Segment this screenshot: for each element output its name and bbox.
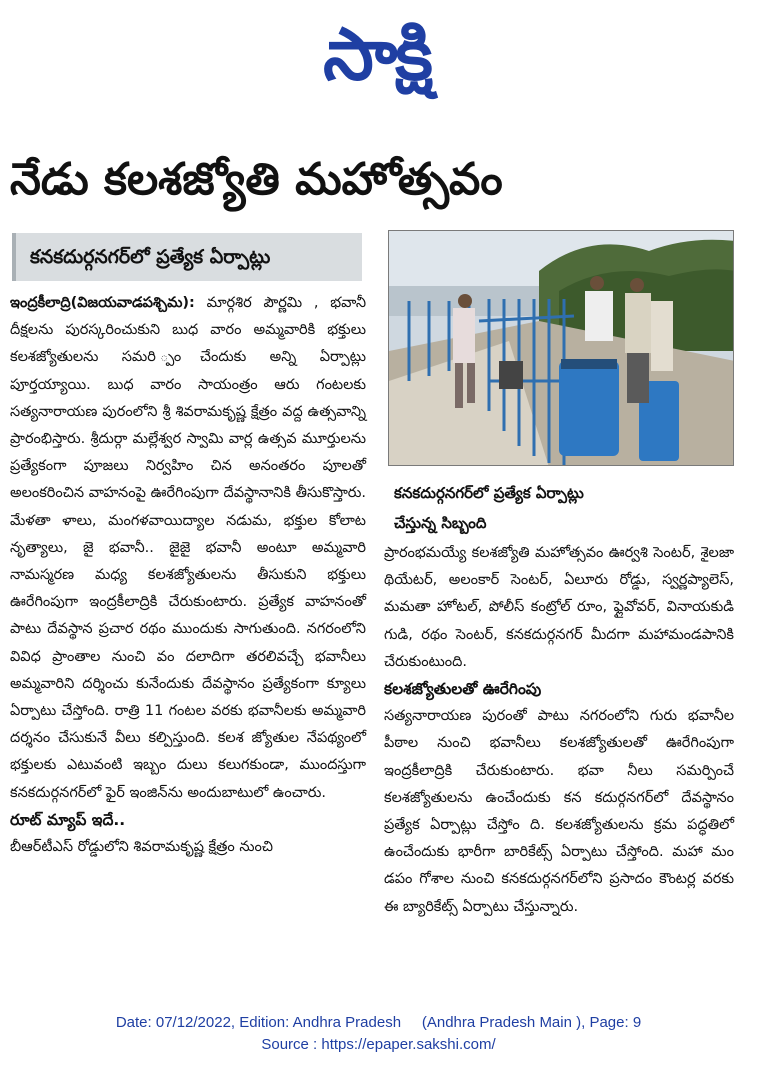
- photo-caption-line-2: చేస్తున్న సిబ్బంది: [394, 514, 487, 532]
- procession-heading: కలశజ్యోతులతో ఊరేగింపు: [384, 680, 542, 699]
- subheadline: కనకదుర్గనగర్‌లో ప్రత్యేక ఏర్పాట్లు: [30, 246, 271, 268]
- headline: నేడు కలశజ్యోతి మహోత్సవం: [10, 154, 503, 205]
- footer: [0, 1012, 757, 1056]
- left-paragraph-2: బీఆర్‌టీఎస్ రోడ్డులోని శివరామకృష్ణ క్షేత్రం నుంచి: [10, 839, 273, 856]
- photo-caption-line-1: కనకదుర్గనగర్‌లో ప్రత్యేక ఏర్పాట్లు: [394, 484, 584, 502]
- logo-text: సాక్షి: [323, 12, 431, 96]
- photo-caption: [394, 478, 734, 538]
- footer-edition-info: Date: 07/12/2022, Edition: Andhra Pradesh (Andhra Pradesh Main ), Page: 9: [115, 1014, 642, 1031]
- article-left-column: [10, 290, 366, 861]
- right-paragraph-1: ప్రారంభమయ్యే కలశజ్యోతి మహోత్సవం ఊర్వశి సెంటర్, శైలజా థియేటర్, అలంకార్ సెంటర్, ఏలూరు రోడ్డు, స్వర్ణప్యాలెస్, మమతా హోటల్, పోలీస్ కంట్రోల్ రూం, ఫ్లైవోవర్, వినాయకుడి గుడి, రథం సెంటర్, కనకదుర్గనగర్ మీదగా మహామండపానికి చేరుకుంటుంది.: [384, 545, 734, 670]
- article-photo: [388, 230, 734, 466]
- article-right-column: [384, 540, 734, 921]
- left-paragraph-1: [10, 290, 366, 807]
- staff-arranging-barricades-photo: [389, 231, 734, 466]
- subheadline-box: [12, 233, 362, 281]
- right-paragraph-2: సత్యనారాయణ పురంతో పాటు నగరంలోని గురు భవానీల పీఠాల నుంచి భవానీలు కలశజ్యోతులతో ఊరేగింపుగా ఇంద్రకీలాద్రికి చేరుకుంటారు. భవా నీలు సమర్పించే కలశజ్యోతులను ఉంచేందుకు కన కదుర్గనగర్‌లో దేవస్థానం ప్రత్యేక ఏర్పాట్లు చేస్తోం ది. కలశజ్యోతులను క్రమ పద్ధతిలో ఉంచేందుకు భారీగా బారికేట్స్ ఏర్పాటు చేస్తోంది. మహా మం డపం గోశాల నుంచి కనకదుర్గనగర్‌లోని ప్రసాదం కౌంటర్ల వరకు ఈ బ్యారికేట్స్ ఏర్పాటు చేస్తున్నారు.: [384, 708, 734, 915]
- left-paragraph-1-body: మార్గశిర పౌర్ణమి , భవానీ దీక్షలను పురస్కరించుకుని బుధ వారం అమ్మవారికి భక్తులు కలశజ్యోతులను సమరి ్పంచేందుకు అన్ని ఏర్పాట్లు పూర్తయ్యాయి. బుధ వారం సాయంత్రం ఆరు గంటలకు సత్యనారాయణ పురంలోని శ్రీ శివరామకృష్ణ క్షేత్రం వద్ద ఉత్సవాన్ని ప్రారంభిస్తారు. శ్రీదుర్గా మల్లేశ్వర స్వామి వార్ల ఉత్సవ మూర్తులను ప్రత్యేకంగా పూజలు నిర్వహిం చిన అనంతరం పూలతో అలంకరించిన వాహనంపై ఊరేగింపుగా దేవస్థానానికి తీసుకొస్తారు. మేళతా ళాలు, మంగళవాయిద్యాల నడుమ, భక్తుల కోలాట నృత్యాలు, జై భవానీ.. జైజై భవానీ అంటూ అమ్మవారి నామస్మరణ మధ్య కలశజ్యోతులను తీసుకుని భక్తులు ఊరేగింపుగా ఇంద్రకీలాద్రికి చేరుకుంటారు. ప్రత్యేక వాహనంతో పాటు దేవస్థాన ప్రచార రథం ముందుకు సాగుతుంది. నగరంలోని వివిధ ప్రాంతాల నుంచి వం దలాదిగా తరలివచ్చే భవానీలు అమ్మవారిని దర్శించు కునేందుకు దేవస్థానం ప్రత్యేకంగా క్యూలు ఏర్పాటు చేస్తోంది. రాత్రి 11 గంటల వరకు భవానీలకు అమ్మవారి దర్శనం చేసుకునే వీలు కల్పిస్తుంది. కలశ జ్యోతుల నేపథ్యంలో భక్తులకు ఎటువంటి ఇబ్బం దులు కలుగకుండా, ముందస్తుగా కనకదుర్గనగర్‌లో ఫైర్ ఇంజిన్‌ను అందుబాటులో ఉంచారు.: [10, 295, 366, 801]
- footer-source[interactable]: Source : https://epaper.sakshi.com/: [261, 1036, 496, 1053]
- route-map-heading: రూట్ మ్యాప్ ఇదే..: [10, 810, 126, 829]
- dateline: ఇంద్రకీలాద్రి(విజయవాడపశ్చిమ):: [10, 295, 195, 311]
- sakshi-logo: [272, 8, 482, 100]
